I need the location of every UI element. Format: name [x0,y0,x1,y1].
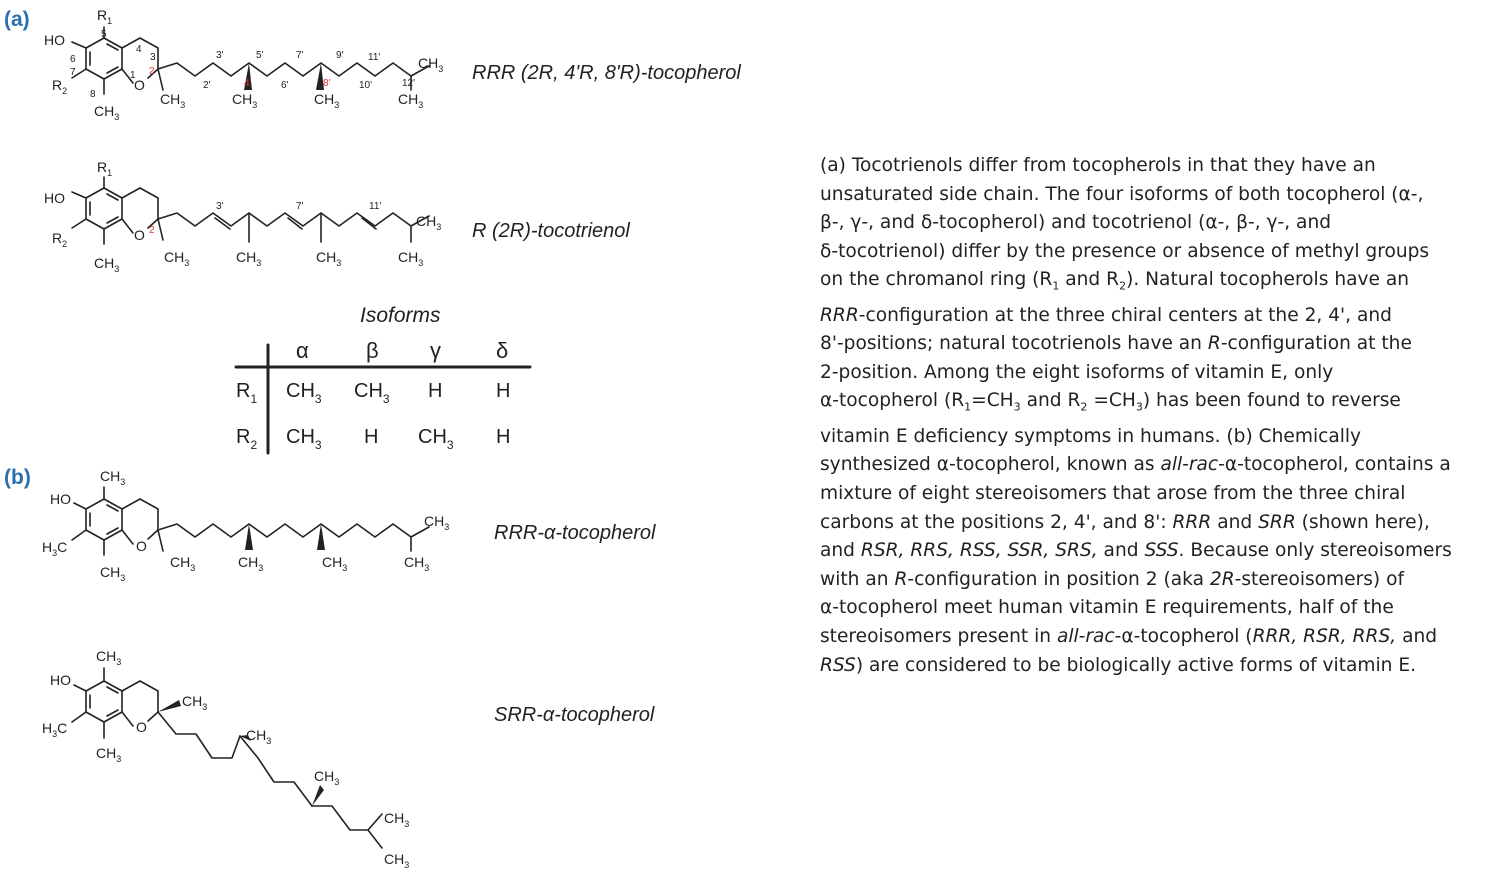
caption-line: stereoisomers present in all-rac-α-tocopherol (RRR, RSR, RRS, and [820,625,1438,647]
chain-number: 2' [203,80,211,91]
r1-label: $R_1$ [97,7,113,26]
r2-label: $R_2$ [52,77,68,96]
caption-line: δ-tocotrienol) differ by the presence or absence of methyl groups [820,240,1430,262]
caption-line: vitamin E deficiency symptoms in humans. (b) Chemically [820,425,1362,447]
panel-b-label: (b) [4,466,31,489]
methyl-label: $CH_3$ [94,255,120,274]
hydroxyl-label: HO [50,491,71,507]
table-cell: $CH_3$ [286,426,322,452]
methyl-label: $CH_3$ [160,91,186,110]
hydroxyl-label: HO [50,672,71,688]
caption-line: unsaturated side chain. The four isoforms of both tocopherol (α-, [820,183,1424,205]
table-cell: $CH_3$ [354,380,390,406]
methyl-label: $H_3C$ [42,720,68,739]
caption-line: mixture of eight stereoisomers that arose from the three chiral [820,482,1406,504]
chain-number: 10' [359,80,373,91]
table-cell: H [496,426,511,448]
caption-line: RRR-configuration at the three chiral centers at the 2, 4', and [820,304,1392,326]
chain-number: 9' [336,50,344,61]
methyl-label: $CH_3$ [314,768,340,787]
methyl-label: $CH_3$ [94,103,120,122]
ring-number: 6 [70,54,76,65]
chain-number: 8' [323,78,331,89]
panel-a-label: (a) [4,8,30,31]
methyl-label: $CH_3$ [384,851,410,870]
caption-line: (a) Tocotrienols differ from tocopherols in that they have an [820,155,1376,176]
caption-line: α-tocopherol ($R_1=CH_3$ and $R_2 =CH_3$) has been found to reverse [820,390,1401,415]
isoforms-table [236,338,530,453]
table-row-label-r2: $R_2$ [236,426,258,452]
methyl-label: $CH_3$ [316,249,342,268]
methyl-label: $CH_3$ [182,693,208,712]
isoform-header-delta: δ [496,338,509,363]
caption-line: α-tocopherol meet human vitamin E requirements, half of the [820,597,1394,619]
table-cell: H [428,380,443,402]
methyl-label: $H_3C$ [42,539,68,558]
ring-number: 2 [149,225,155,236]
chain-number: 11' [369,201,382,212]
isoform-header-gamma: γ [430,338,441,363]
table-row-label-r1: $R_1$ [236,380,258,406]
methyl-label: $CH_3$ [170,554,196,573]
r-tocotrienol-structure [44,159,441,274]
methyl-label: $CH_3$ [164,249,190,268]
table-cell: H [364,426,379,448]
methyl-label: $CH_3$ [398,91,424,110]
isoforms-title: Isoforms [360,304,441,327]
ring-number: 7 [70,67,76,78]
compound-name-r-tocotrienol: R (2R)-tocotrienol [472,220,630,242]
ring-oxygen: O [136,538,147,554]
methyl-label: $CH_3$ [246,727,272,746]
methyl-label: $CH_3$ [404,554,430,573]
chain-number: 12' [402,78,416,89]
table-cell: $CH_3$ [286,380,322,406]
caption-line: and RSR, RRS, RSS, SSR, SRS, and SSS. Because only stereoisomers [820,540,1452,562]
methyl-label: $CH_3$ [96,648,122,667]
hydroxyl-label: HO [44,32,65,48]
compound-name-rrr-tocopherol: RRR (2R, 4'R, 8'R)-tocopherol [472,62,741,84]
methyl-label: $CH_3$ [238,554,264,573]
ring-number: 2 [149,66,155,77]
ring-number: 4 [136,44,142,55]
caption-line: 8'-positions; natural tocotrienols have an R-configuration at the [820,333,1412,355]
chain-number: 7' [296,50,304,61]
chain-number: 4' [244,78,252,89]
chain-number: 7' [296,201,304,212]
methyl-label: $CH_3$ [100,564,126,583]
compound-name-srr-alpha-tocopherol: SRR-α-tocopherol [494,704,655,726]
caption-line: with an R-configuration in position 2 (aka 2R-stereoisomers) of [820,568,1405,590]
ring-number: 5 [101,29,107,40]
methyl-label: $CH_3$ [424,513,450,532]
figure-caption [820,152,1500,680]
methyl-label: $CH_3$ [384,810,410,829]
caption-line: β-, γ-, and δ-tocopherol) and tocotrienol (α-, β-, γ-, and [820,212,1332,234]
compound-name-rrr-alpha-tocopherol: RRR-α-tocopherol [494,522,656,544]
methyl-label: $CH_3$ [96,745,122,764]
caption-line: carbons at the positions 2, 4', and 8': RRR and SRR (shown here), [820,511,1430,533]
chain-number: 3' [216,201,224,212]
table-cell: $CH_3$ [418,426,454,452]
rrr-tocopherol-structure [44,7,443,122]
chain-number: 11' [368,52,381,63]
rrr-alpha-tocopherol-structure [42,468,449,583]
methyl-label: $CH_3$ [100,468,126,487]
isoform-header-beta: β [366,338,379,363]
chain-number: 3' [216,50,224,61]
ring-oxygen: O [136,719,147,735]
methyl-label: $CH_3$ [232,91,258,110]
ring-oxygen: O [134,77,145,93]
ring-oxygen: O [134,227,145,243]
chain-number: 6' [281,80,289,91]
r2-label: $R_2$ [52,230,68,249]
caption-line: on the chromanol ring ($R_1$ and $R_2$). Natural tocopherols have an [820,269,1410,294]
table-cell: H [496,380,511,402]
r1-label: $R_1$ [97,159,113,178]
caption-line: synthesized α-tocopherol, known as all-rac-α-tocopherol, contains a [820,454,1451,476]
methyl-label: $CH_3$ [418,55,444,74]
ring-number: 3 [150,52,156,63]
hydroxyl-label: HO [44,190,65,206]
methyl-label: $CH_3$ [416,213,442,232]
methyl-label: $CH_3$ [236,249,262,268]
chain-number: 5' [256,50,264,61]
methyl-label: $CH_3$ [398,249,424,268]
caption-line: RSS) are considered to be biologically active forms of vitamin E. [820,654,1417,676]
methyl-label: $CH_3$ [322,554,348,573]
ring-number: 1 [130,70,136,81]
methyl-label: $CH_3$ [314,91,340,110]
isoform-header-alpha: α [296,338,309,363]
srr-alpha-tocopherol-structure [42,648,409,870]
ring-number: 8 [90,89,96,100]
caption-line: 2-position. Among the eight isoforms of vitamin E, only [820,361,1334,383]
